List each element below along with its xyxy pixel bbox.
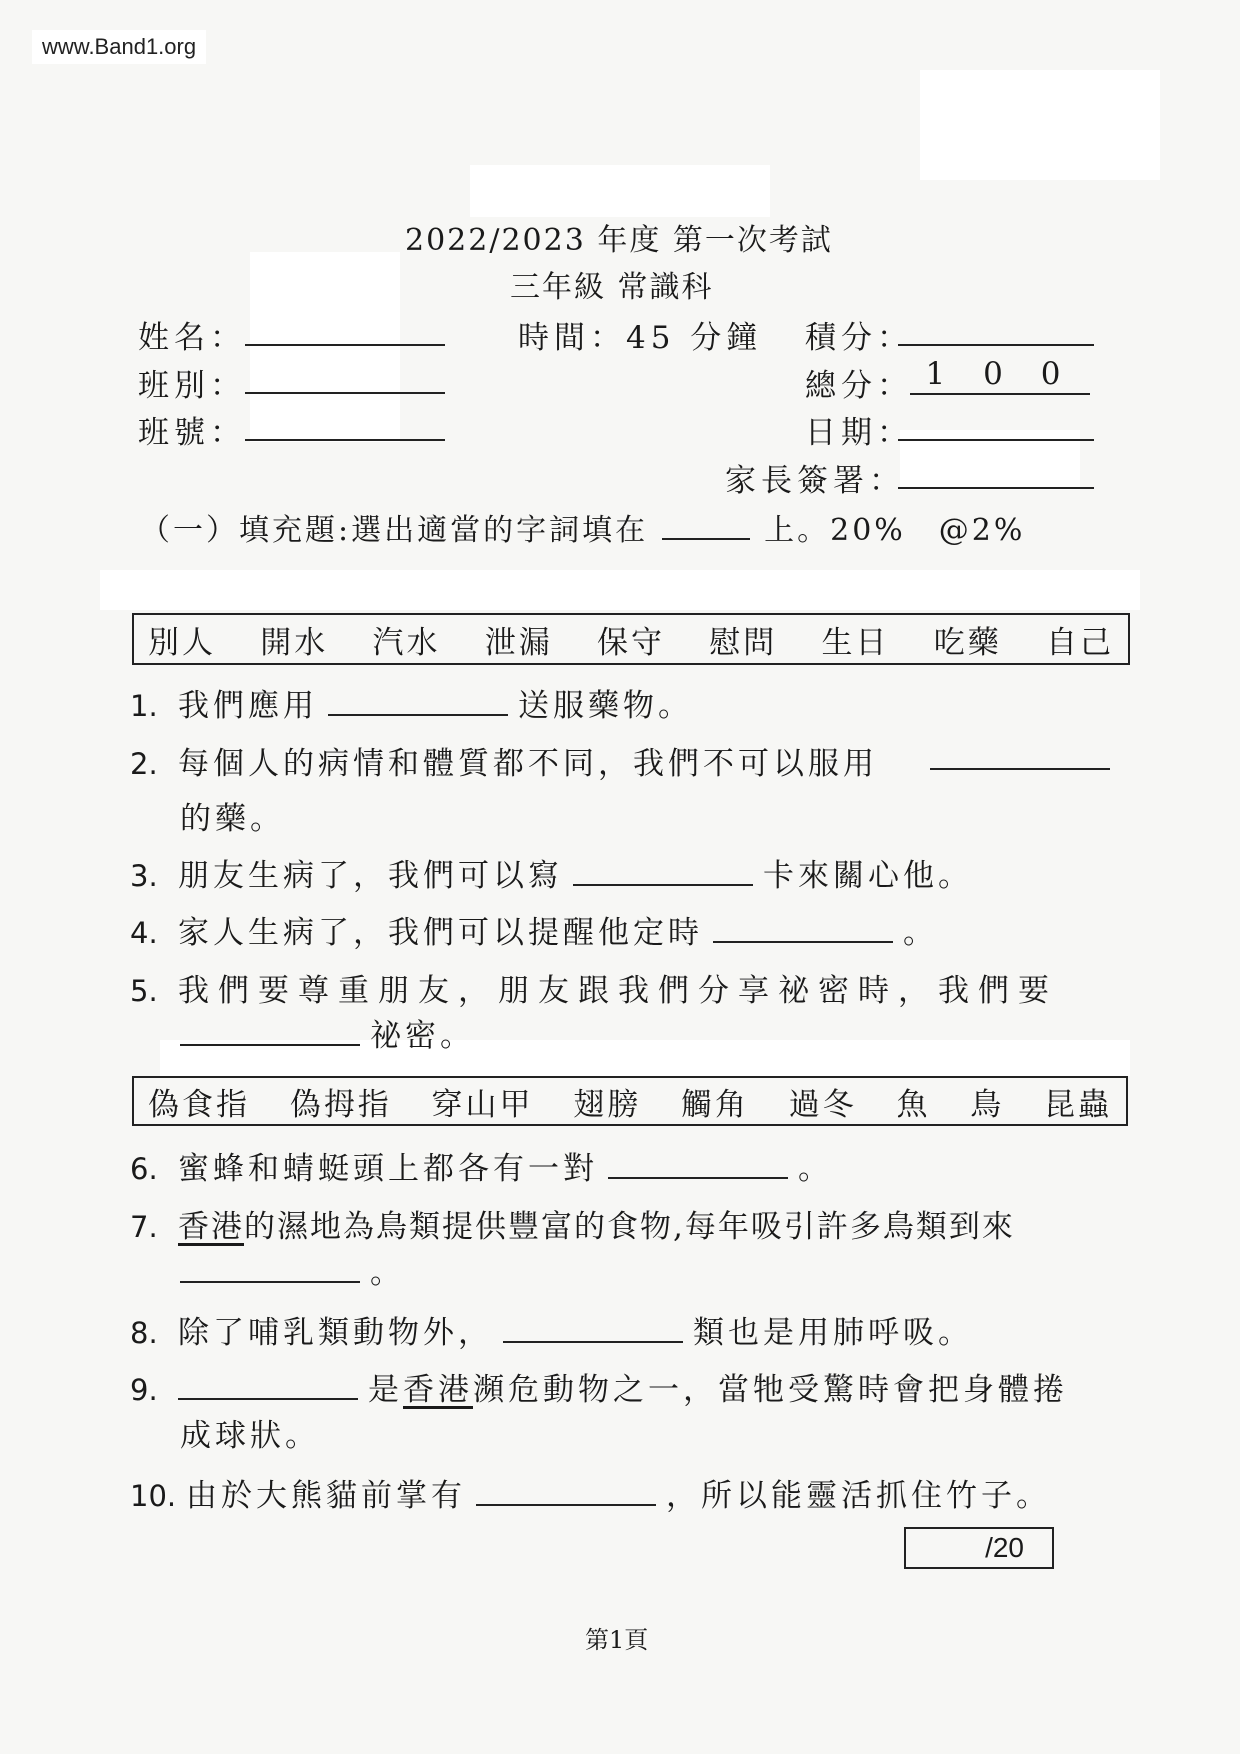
word-bank-2-item: 昆蟲 [1044,1086,1112,1123]
name-label: 姓名： [138,320,246,356]
question-text: 的濕地為鳥類提供豐富的食物,每年吸引許多鳥類到來 [244,1209,1015,1245]
question-4 [130,907,938,952]
word-bank-1-item: 泄漏 [484,624,553,661]
word-bank-2-item: 偽拇指 [289,1086,392,1123]
question-10 [130,1470,1051,1515]
question-number: 7. [130,1210,158,1244]
question-text: 送服藥物。 [518,688,693,724]
question-text: 卡來關心他。 [763,858,973,894]
question-number: 9. [130,1373,158,1407]
word-bank-2-item: 魚 [896,1086,931,1123]
word-bank-1-item: 保守 [597,624,665,661]
redaction-patch [920,70,1160,180]
question-text: 朋友生病了，我們可以寫 [178,858,563,894]
question-7 [130,1201,1015,1246]
time-label: 時間：45 分鐘 [518,320,763,356]
question-number: 8. [130,1316,158,1350]
question-5 [130,965,1058,1010]
question-number: 4. [130,916,158,950]
question-8 [130,1307,973,1352]
question-text: 。 [798,1151,833,1187]
section-score-box: /20 [904,1527,1054,1569]
parent-sign-label: 家長簽署： [725,463,905,499]
word-bank-1-item: 慰問 [709,624,778,661]
question-9 [130,1364,1068,1409]
question-text: 。 [903,915,938,951]
question-7-continued [180,1247,405,1292]
answer-blank-10[interactable] [476,1478,656,1506]
question-1 [130,680,693,725]
question-number: 3. [130,859,158,893]
class-field[interactable] [245,392,445,394]
question-6 [130,1143,833,1188]
total-label: 總分： [805,368,913,404]
answer-blank-7[interactable] [180,1255,360,1283]
section-title-part-b: 上。20% @2% [764,513,1026,548]
question-text: 蜜蜂和蜻蜓頭上都各有一對 [178,1151,598,1187]
question-text: 我們應用 [178,688,318,724]
proper-noun-hong-kong: 香港 [403,1372,473,1408]
watermark: www.Band1.org [32,30,206,64]
word-bank-2-item: 過冬 [788,1086,857,1123]
word-bank-1 [132,613,1130,665]
answer-blank-8[interactable] [503,1315,683,1343]
word-bank-2 [132,1076,1128,1126]
question-text: 類也是用肺呼吸。 [693,1315,973,1351]
question-text: 由於大熊貓前掌有 [186,1478,466,1514]
question-text: 家人生病了，我們可以提醒他定時 [178,915,703,951]
total-value: 1 0 0 [910,356,1090,395]
answer-blank-3[interactable] [573,858,753,886]
answer-blank-9[interactable] [178,1372,358,1400]
question-text: 是 [368,1372,403,1408]
question-text: 除了哺乳類動物外， [178,1315,493,1351]
question-2-continued: 的藥。 [180,801,285,837]
question-text: ，所以能靈活抓住竹子。 [666,1478,1051,1514]
word-bank-1-item: 汽水 [372,624,441,661]
word-bank-2-item: 穿山甲 [431,1086,534,1123]
question-text: 我們要尊重朋友，朋友跟我們分享祕密時，我們要 [178,973,1058,1009]
class-no-field[interactable] [245,439,445,441]
question-2 [130,738,878,783]
question-text: 祕密。 [370,1018,475,1054]
score-label: 積分： [805,320,913,356]
question-number: 2. [130,747,158,781]
question-3 [130,850,973,895]
exam-subtitle: 三年級 常識科 [510,270,714,305]
word-bank-2-item: 偽食指 [148,1086,250,1123]
class-label: 班別： [138,368,246,404]
question-number: 5. [130,974,158,1008]
date-label: 日期： [805,415,913,451]
question-5-continued [180,1010,475,1055]
page-number: 第1頁 [585,1626,649,1654]
score-field[interactable] [898,344,1094,346]
section-1-title [140,505,1025,549]
section-title-blank [662,514,750,540]
question-number: 6. [130,1152,158,1186]
exam-title: 2022/2023 年度 第一次考試 [405,223,833,258]
answer-blank-4[interactable] [713,915,893,943]
question-9-continued: 成球狀。 [180,1418,320,1454]
answer-blank-5[interactable] [180,1018,360,1046]
word-bank-2-item: 翅膀 [573,1086,642,1123]
answer-blank-1[interactable] [328,688,508,716]
question-text: 。 [370,1255,405,1291]
redaction-patch [470,165,770,217]
word-bank-1-item: 開水 [260,624,329,661]
proper-noun-hong-kong: 香港 [178,1209,244,1245]
section-title-part-a: （一）填充題:選出適當的字詞填在 [140,513,649,548]
redaction-patch [250,252,400,442]
redaction-patch [100,570,1140,610]
name-field[interactable] [245,344,445,346]
word-bank-2-item: 觸角 [681,1086,749,1123]
parent-sign-field[interactable] [898,487,1094,489]
word-bank-1-item: 別人 [148,624,216,661]
question-text: 瀕危動物之一，當牠受驚時會把身體捲 [473,1372,1068,1408]
question-number: 1. [130,689,158,723]
class-no-label: 班號： [138,415,246,451]
question-number: 10. [130,1479,177,1513]
word-bank-1-item: 自己 [1046,624,1114,661]
answer-blank-6[interactable] [608,1151,788,1179]
word-bank-2-item: 鳥 [970,1086,1005,1123]
word-bank-1-item: 吃藥 [933,624,1002,661]
answer-blank-2[interactable] [930,768,1110,770]
word-bank-1-item: 生日 [821,624,890,661]
date-field[interactable] [898,439,1094,441]
question-text: 每個人的病情和體質都不同，我們不可以服用 [178,746,878,782]
